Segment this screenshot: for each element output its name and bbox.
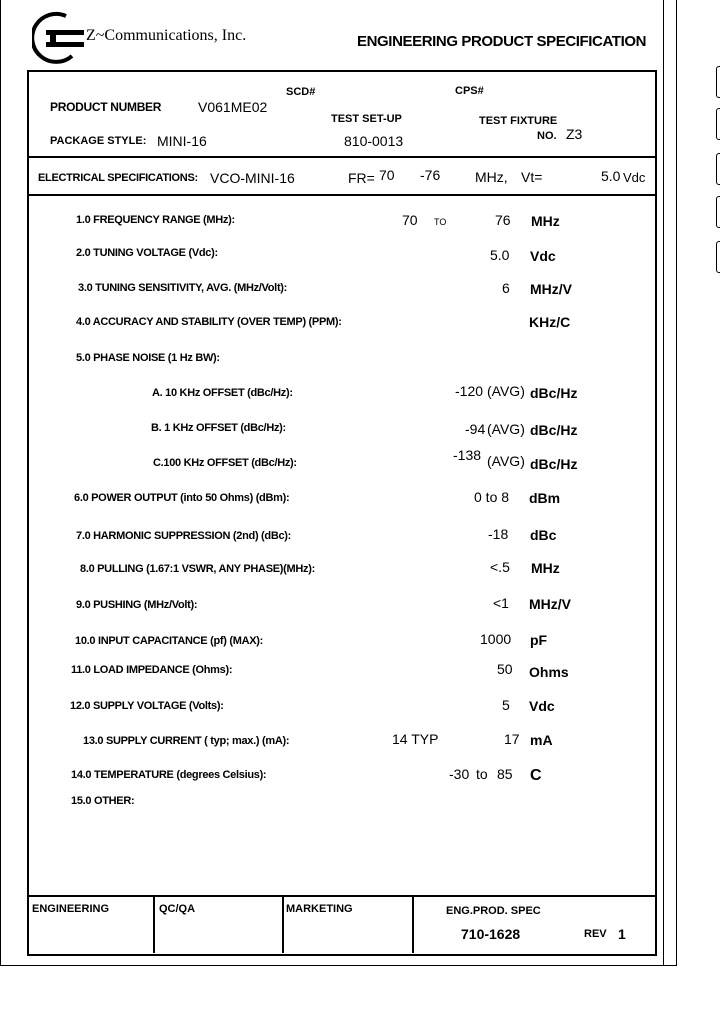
spec-6-label: 6.0 POWER OUTPUT (into 50 Ohms) (dBm): bbox=[74, 492, 290, 504]
page-bottom-border bbox=[0, 965, 677, 966]
eng-prod-spec-label: ENG.PROD. SPEC bbox=[446, 905, 541, 917]
spec-14-unit: C bbox=[530, 767, 542, 784]
fr-low: 70 bbox=[379, 167, 395, 183]
spec-12-label: 12.0 SUPPLY VOLTAGE (Volts): bbox=[70, 700, 224, 712]
spec-7-value: -18 bbox=[488, 526, 509, 542]
spec-5a-value: -120 bbox=[455, 383, 484, 399]
eng-prod-spec-number: 710-1628 bbox=[461, 926, 521, 942]
electrical-spec-label: ELECTRICAL SPECIFICATIONS: bbox=[38, 172, 198, 184]
electrical-model: VCO-MINI-16 bbox=[210, 170, 295, 186]
spec-6-unit: dBm bbox=[529, 490, 561, 506]
spec-2-value: 5.0 bbox=[490, 247, 510, 263]
spec-10-value: 1000 bbox=[480, 631, 512, 647]
rev-label: REV bbox=[584, 928, 607, 940]
spec-1-to: TO bbox=[434, 217, 447, 227]
company-name: Z~Communications, Inc. bbox=[86, 27, 247, 44]
spec-3-unit: MHz/V bbox=[530, 281, 572, 297]
spec-9-label: 9.0 PUSHING (MHz/Volt): bbox=[76, 599, 198, 611]
frame-divider bbox=[27, 194, 655, 196]
spec-5c-label: C.100 KHz OFFSET (dBc/Hz): bbox=[153, 457, 297, 469]
spec-6-value: 0 to 8 bbox=[474, 489, 510, 505]
product-number-label: PRODUCT NUMBER bbox=[50, 100, 162, 114]
binder-tab bbox=[716, 196, 720, 228]
spec-8-label: 8.0 PULLING (1.67:1 VSWR, ANY PHASE)(MHz): bbox=[80, 563, 315, 575]
rev-value: 1 bbox=[618, 926, 626, 942]
cps-label: CPS# bbox=[455, 85, 484, 97]
footer-marketing: MARKETING bbox=[286, 903, 353, 915]
frame-divider bbox=[27, 156, 655, 158]
test-fixture-value: Z3 bbox=[566, 126, 583, 142]
footer-divider bbox=[412, 896, 414, 953]
product-number: V061ME02 bbox=[198, 99, 268, 115]
spec-7-label: 7.0 HARMONIC SUPPRESSION (2nd) (dBc): bbox=[76, 530, 292, 542]
frame-divider bbox=[27, 895, 655, 897]
test-fixture-no-label: NO. bbox=[537, 130, 557, 142]
test-fixture-label: TEST FIXTURE bbox=[479, 115, 558, 127]
spec-5c-value: -138 bbox=[453, 447, 482, 463]
spec-14-to: to bbox=[476, 766, 488, 782]
spec-11-value: 50 bbox=[497, 661, 513, 677]
spec-5c-unit: dBc/Hz bbox=[530, 456, 578, 472]
spec-11-unit: Ohms bbox=[529, 664, 569, 680]
spec-3-value: 6 bbox=[502, 280, 510, 296]
footer-engineering: ENGINEERING bbox=[32, 903, 110, 915]
document-title: ENGINEERING PRODUCT SPECIFICATION bbox=[357, 33, 647, 50]
vt-label: Vt= bbox=[521, 169, 543, 185]
spec-1-unit: MHz bbox=[531, 213, 560, 229]
spec-13-label: 13.0 SUPPLY CURRENT ( typ; max.) (mA): bbox=[83, 735, 290, 747]
spec-7-unit: dBc bbox=[530, 527, 557, 543]
fr-label: FR= bbox=[348, 170, 375, 186]
spec-5a-avg: (AVG) bbox=[487, 383, 525, 399]
spec-10-unit: pF bbox=[530, 632, 548, 648]
spec-2-label: 2.0 TUNING VOLTAGE (Vdc): bbox=[76, 247, 218, 259]
spec-5a-label: A. 10 KHz OFFSET (dBc/Hz): bbox=[152, 387, 293, 399]
spec-14-min: -30 bbox=[449, 766, 470, 782]
spec-5c-avg: (AVG) bbox=[487, 453, 525, 469]
binder-tab bbox=[716, 108, 720, 140]
package-style-value: MINI-16 bbox=[157, 133, 207, 149]
spec-1-max: 76 bbox=[495, 212, 511, 228]
footer-qcqa: QC/QA bbox=[159, 903, 196, 915]
spec-14-label: 14.0 TEMPERATURE (degrees Celsius): bbox=[71, 769, 267, 781]
spec-4-label: 4.0 ACCURACY AND STABILITY (OVER TEMP) (PPM): bbox=[76, 316, 342, 328]
footer-divider bbox=[153, 896, 155, 953]
spec-2-unit: Vdc bbox=[530, 248, 556, 264]
binder-tab bbox=[716, 153, 720, 185]
spec-9-value: <1 bbox=[493, 595, 509, 611]
page-left-border bbox=[0, 0, 1, 966]
package-style-label: PACKAGE STYLE: bbox=[50, 135, 147, 147]
fr-high: -76 bbox=[420, 167, 441, 183]
spec-13-unit: mA bbox=[530, 732, 553, 748]
spec-12-value: 5 bbox=[502, 697, 510, 713]
spec-15-label: 15.0 OTHER: bbox=[71, 795, 135, 807]
spec-5a-unit: dBc/Hz bbox=[530, 385, 578, 401]
spec-3-label: 3.0 TUNING SENSITIVITY, AVG. (MHz/Volt): bbox=[78, 282, 288, 294]
page-right-border-outer bbox=[676, 0, 677, 966]
spec-10-label: 10.0 INPUT CAPACITANCE (pf) (MAX): bbox=[75, 635, 263, 647]
spec-5b-avg: (AVG) bbox=[487, 421, 525, 437]
spec-8-unit: MHz bbox=[531, 560, 560, 576]
spec-frame bbox=[27, 70, 657, 956]
spec-8-value: <.5 bbox=[490, 559, 510, 575]
footer-divider bbox=[282, 896, 284, 953]
scd-label: SCD# bbox=[286, 86, 316, 98]
company-logo bbox=[32, 10, 92, 66]
test-setup-value: 810-0013 bbox=[344, 133, 404, 149]
spec-1-min: 70 bbox=[402, 212, 418, 228]
spec-5-label: 5.0 PHASE NOISE (1 Hz BW): bbox=[76, 352, 220, 364]
spec-5b-unit: dBc/Hz bbox=[530, 422, 578, 438]
page-right-border bbox=[663, 0, 664, 966]
vt-unit: Vdc bbox=[623, 170, 646, 185]
spec-5b-value: -94 bbox=[465, 421, 486, 437]
spec-1-label: 1.0 FREQUENCY RANGE (MHz): bbox=[76, 214, 235, 226]
spec-13-value: 17 bbox=[504, 731, 520, 747]
test-setup-label: TEST SET-UP bbox=[331, 113, 402, 125]
fr-unit: MHz, bbox=[475, 169, 508, 185]
spec-14-max: 85 bbox=[497, 766, 513, 782]
spec-12-unit: Vdc bbox=[529, 698, 555, 714]
binder-tab bbox=[716, 66, 720, 98]
vt-value: 5.0 bbox=[601, 168, 621, 184]
spec-9-unit: MHz/V bbox=[529, 596, 571, 612]
spec-13-typ: 14 TYP bbox=[392, 731, 439, 747]
spec-11-label: 11.0 LOAD IMPEDANCE (Ohms): bbox=[71, 664, 233, 676]
spec-5b-label: B. 1 KHz OFFSET (dBc/Hz): bbox=[151, 422, 286, 434]
spec-4-unit: KHz/C bbox=[529, 314, 571, 330]
binder-tab bbox=[716, 241, 720, 273]
